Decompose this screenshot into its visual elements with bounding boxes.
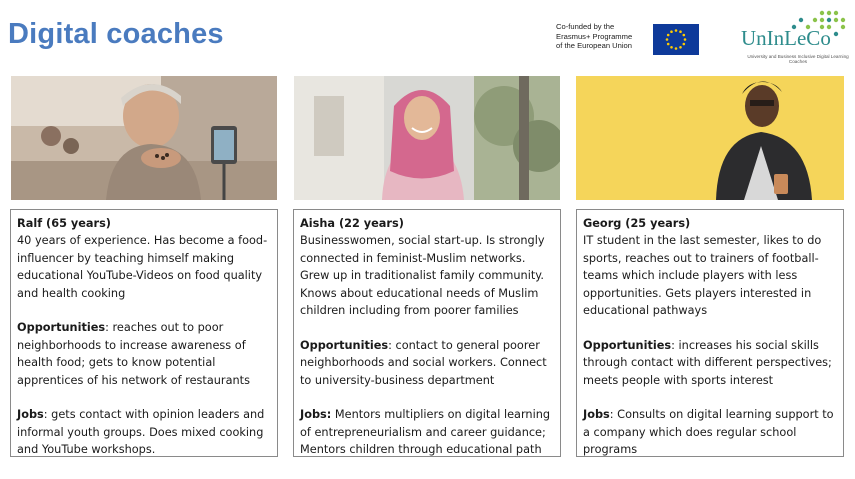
page-title: Digital coaches: [8, 18, 224, 50]
opportunities-label: Opportunities: [300, 338, 389, 352]
opportunities-text: : contact to general poorer neighborhoods and social workers. Connect to university-business department: [300, 338, 547, 387]
coach-jobs: [17, 406, 272, 458]
coach-opportunities: [300, 337, 555, 389]
photo-georg: [576, 76, 844, 200]
logo-subtitle: University and Business Inclusive Digital Learning Coaches: [747, 54, 849, 65]
cofunded-line: Erasmus+ Programme: [556, 31, 633, 41]
jobs-label: Jobs: [583, 408, 610, 422]
coach-bio: IT student in the last semester, likes to do sports, reaches out to trainers of football-teams which include players with less opportunities. Gets players interested in educational pathways: [583, 234, 822, 318]
coach-opportunities: [17, 319, 272, 389]
coach-card-ralf: [10, 209, 278, 457]
coach-name: Ralf (65 years): [17, 217, 111, 230]
coach-jobs: [583, 406, 838, 458]
opportunities-text: : increases his social skills through contact with different perspectives; meets people with sports interest: [583, 338, 832, 387]
jobs-text: : Consults on digital learning support to a company which does regular school programs: [583, 408, 834, 457]
coach-card-aisha: [293, 209, 561, 457]
cofunded-line: Co-funded by the: [556, 22, 615, 31]
photo-ralf: [11, 76, 277, 200]
opportunities-text: : reaches out to poor neighborhoods to increase awareness of health food; gets to know potential apprentices of his network of restaurants: [17, 321, 250, 387]
jobs-text: : gets contact with opinion leaders and informal youth groups. Does mixed cooking and YouTube workshops.: [17, 408, 265, 457]
coach-bio: Businesswomen, social start-up. Is strongly connected in feminist-Muslim networks. Grew up in traditionalist family community. Knows about educational needs of Muslim children including from poorer families: [300, 234, 545, 318]
jobs-label: Jobs:: [300, 408, 332, 422]
coach-opportunities: [583, 337, 838, 389]
coach-jobs: [300, 406, 555, 458]
cofunded-line: of the European Union: [556, 41, 632, 50]
coach-name: Aisha (22 years): [300, 217, 404, 230]
uninleco-logo: UnInLeCo: [741, 26, 831, 50]
coach-bio: 40 years of experience. Has become a food-influencer by teaching himself making educational YouTube-Videos on food quality and health cooking: [17, 234, 268, 300]
opportunities-label: Opportunities: [17, 321, 106, 335]
cofunded-text: [556, 22, 660, 51]
coach-name: Georg (25 years): [583, 217, 691, 230]
jobs-label: Jobs: [17, 408, 44, 422]
eu-flag-icon: [653, 24, 699, 55]
jobs-text: Mentors multipliers on digital learning of entrepreneurialism and career guidance; Mentors children through educational path: [300, 408, 551, 457]
opportunities-label: Opportunities: [583, 338, 672, 352]
photo-aisha: [294, 76, 560, 200]
coach-card-georg: [576, 209, 844, 457]
